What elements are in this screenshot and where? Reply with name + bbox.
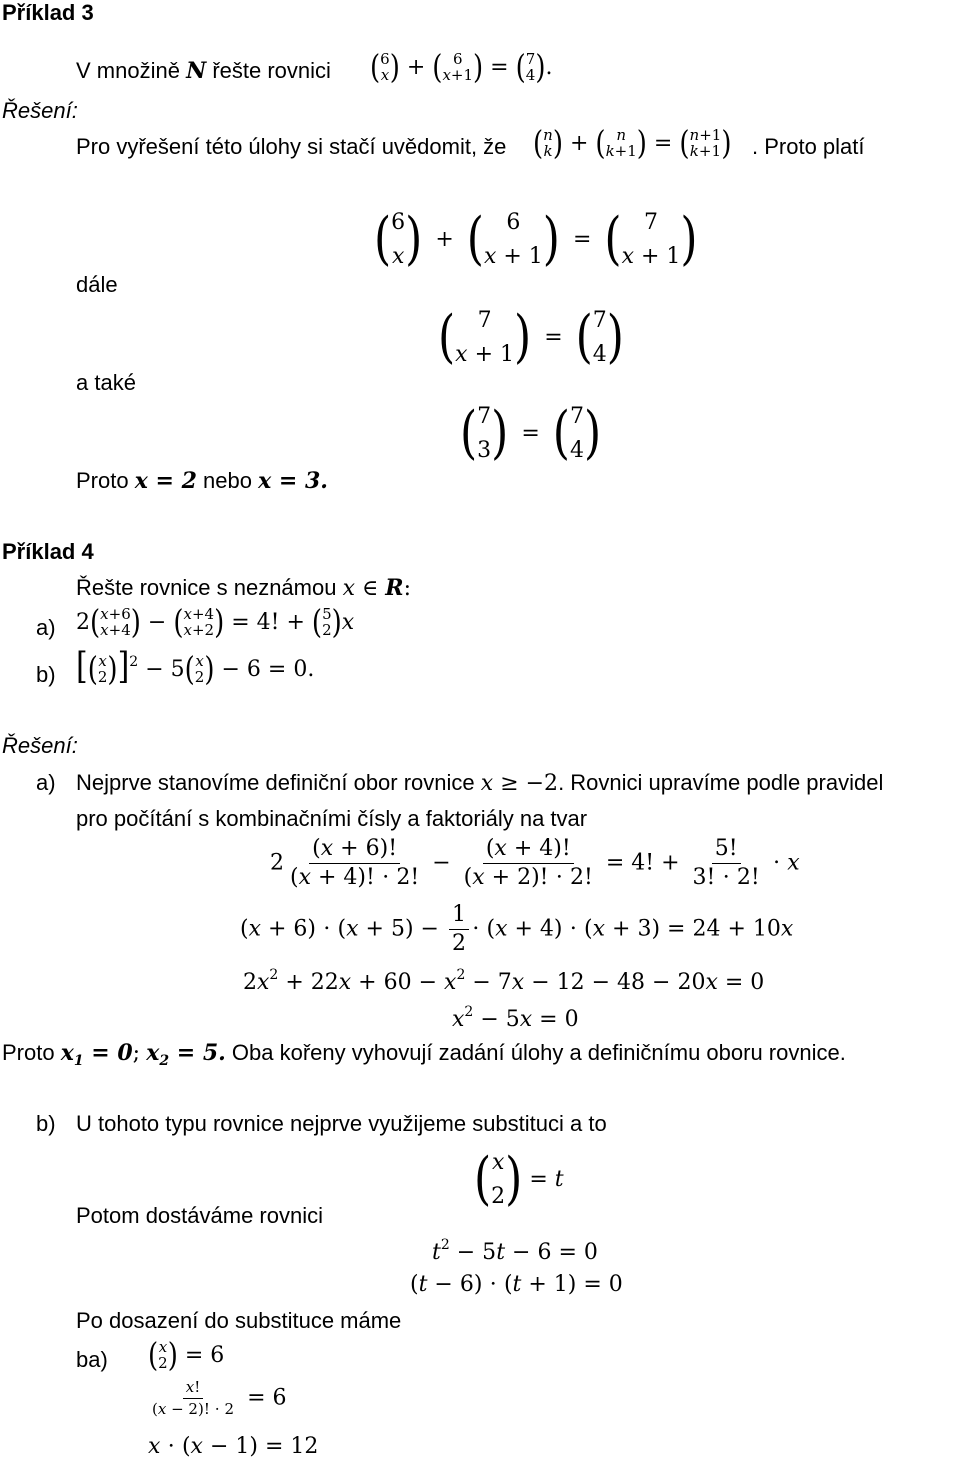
substitution-text: U tohoto typu rovnice nejprve využijeme substituci a to bbox=[76, 1111, 607, 1136]
task-verb: řešte rovnici bbox=[212, 58, 331, 83]
dale-label: dále bbox=[76, 272, 118, 297]
example-4-task: Řešte rovnice s neznámou x ∈ R: bbox=[76, 575, 412, 601]
task-text: V množině bbox=[76, 58, 180, 83]
intro-text: Pro vyřešení této úlohy si stačí uvědomit, že bbox=[76, 134, 507, 159]
solution-a-line-2: pro počítání s kombinačními čísly a faktoriály na tvar bbox=[76, 806, 588, 831]
ba-label: ba) bbox=[76, 1347, 108, 1372]
nebo-word: nebo bbox=[203, 468, 252, 493]
task-b-equation: [ ( x 2 ) ]$^2$ − 5 ( x 2 ) − 6 = 0. bbox=[76, 645, 315, 689]
example-3-task bbox=[76, 60, 331, 82]
substitution-equation: ( x 2 ) = t bbox=[474, 1146, 564, 1213]
proto-word: Proto bbox=[2, 1040, 55, 1065]
example-3-title: Příklad 3 bbox=[2, 0, 94, 25]
task-a-label: a) bbox=[36, 615, 56, 640]
example-4-title: Příklad 4 bbox=[2, 539, 94, 564]
t-quadratic: $t^2 - 5t - 6 = 0$ bbox=[432, 1237, 598, 1265]
potom-text: Potom dostáváme rovnici bbox=[76, 1203, 323, 1228]
task-text: Řešte rovnice s neznámou bbox=[76, 575, 337, 600]
solution-a-label: a) bbox=[36, 770, 56, 795]
rearrange-text: . Rovnici upravíme podle pravidel bbox=[558, 770, 884, 795]
po-dosazeni-text: Po dosazení do substituce máme bbox=[76, 1308, 402, 1333]
equation-line-1: ( 6 x ) + ( 6 x + 1 ) = ( 7 x + 1 ) bbox=[374, 206, 698, 273]
example-3-conclusion bbox=[76, 470, 328, 492]
solution-b-label: b) bbox=[36, 1111, 56, 1136]
pascal-identity: ( n k ) + ( n k+1 ) = ( n+1 k+1 ) bbox=[533, 125, 732, 163]
real-numbers-symbol: R bbox=[385, 575, 404, 601]
t-factored: (t − 6) ⋅ (t + 1) = 0 bbox=[410, 1272, 623, 1297]
ba-equation-2: $\frac{x!}{(x - 2)! \cdot 2}$ = 6 bbox=[152, 1378, 287, 1418]
factorial-equation: 2 $\frac{(x + 6)!}{(x + 4)! \cdot 2!}$ − $\frac{(x + 4)!}{(x + 2)! \cdot 2!}$ = 4! + $\frac{5!}{3! \cdot 2!}$ ⋅ x bbox=[270, 836, 800, 890]
a-take-label: a také bbox=[76, 370, 136, 395]
solution-a-line-1: Nejprve stanovíme definiční obor rovnice x ≥ −2. Rovnici upravíme podle pravidel bbox=[76, 770, 884, 796]
solution-a-conclusion: Proto $x_1 = 0$; $x_2 = 5$. Oba kořeny vyhovují zadání úlohy a definičnímu oboru rovnice. bbox=[2, 1040, 846, 1069]
ba-equation-3: x ⋅ (x − 1) = 12 bbox=[148, 1434, 319, 1459]
result-x3: x = 3. bbox=[258, 468, 328, 494]
roots-valid-text: Oba kořeny vyhovují zadání úlohy a definičnímu oboru rovnice. bbox=[231, 1040, 846, 1065]
natural-numbers-symbol: N bbox=[186, 58, 207, 84]
intro-tail: . Proto platí bbox=[752, 134, 865, 159]
simplified-equation: $x^2 - 5x = 0$ bbox=[452, 1004, 579, 1032]
proto-word: Proto bbox=[76, 468, 129, 493]
task-b-label: b) bbox=[36, 662, 56, 687]
example-3-equation: ( 6 x ) + ( 6 x+1 ) = ( 7 4 ) . bbox=[370, 49, 553, 87]
ba-equation-1: ( x 2 ) = 6 bbox=[148, 1337, 225, 1375]
solution-label: Řešení: bbox=[2, 98, 78, 123]
expanded-equation: (x + 6) ⋅ (x + 5) − $\frac{1}{2}$ ⋅ (x + 4) ⋅ (x + 3) = 24 + 10x bbox=[240, 902, 794, 956]
definition-domain-text: Nejprve stanovíme definiční obor rovnice bbox=[76, 770, 475, 795]
equation-line-3: ( 7 3 ) = ( 7 4 ) bbox=[460, 400, 602, 467]
task-a-equation: 2 ( x+6 x+4 ) − ( x+4 x+2 ) = 4! + ( 5 2 ) x bbox=[76, 604, 355, 642]
equation-line-2: ( 7 x + 1 ) = ( 7 4 ) bbox=[438, 304, 624, 371]
quadratic-equation: $2x^2 + 22x + 60 - x^2 - 7x - 12 - 48 - 20x = 0$ bbox=[243, 967, 765, 995]
result-x2: x = 2 bbox=[134, 468, 197, 494]
solution-label-4: Řešení: bbox=[2, 733, 78, 758]
